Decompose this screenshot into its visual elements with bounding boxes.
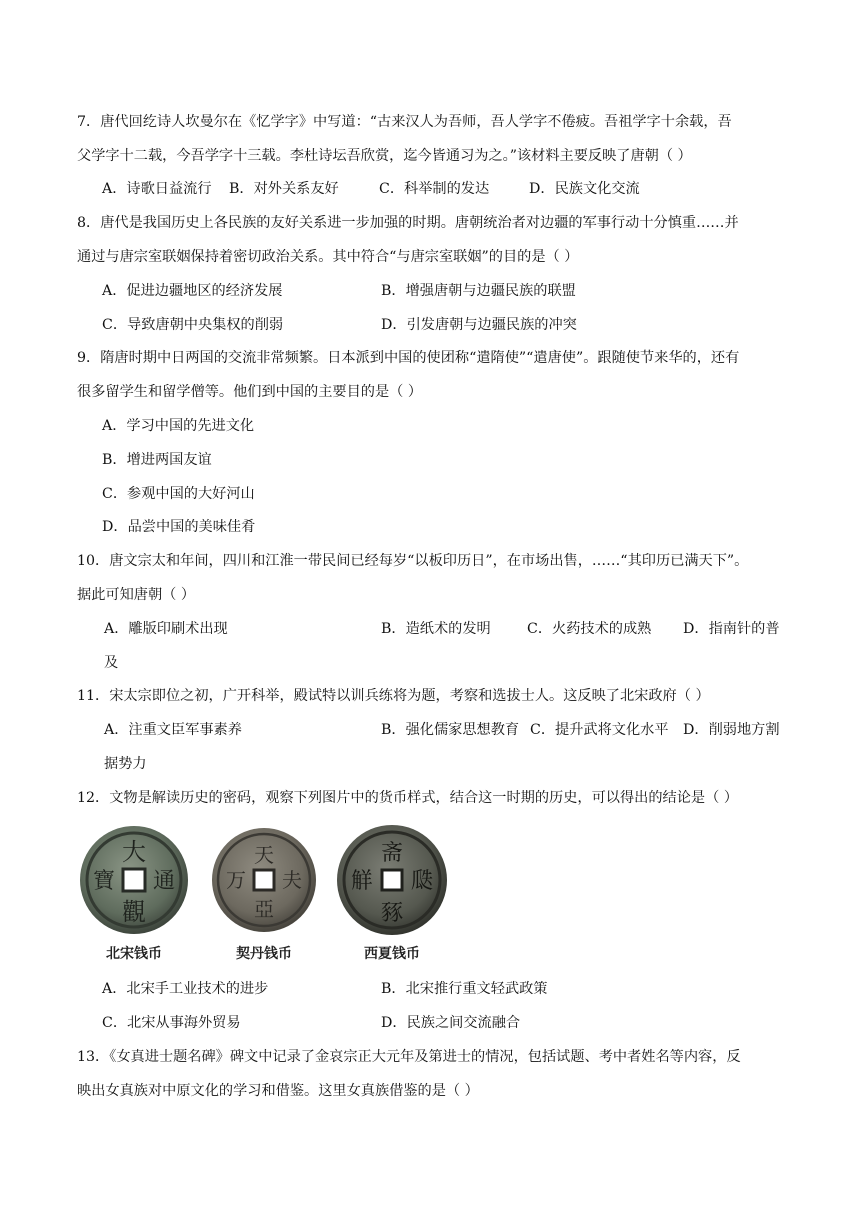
q9-stem-line2: 很多留学生和留学僧等。他们到中国的主要目的是（ ） — [77, 384, 423, 400]
q9-stem-line1: 9．隋唐时期中日两国的交流非常频繁。日本派到中国的使团称“遣隋使”“遣唐使”。跟随使节来华的，还有 — [77, 350, 740, 366]
coin2-char-left: 万 — [226, 868, 246, 892]
coin2-char-bottom: 亞 — [254, 897, 274, 921]
coin2-char-top: 天 — [254, 843, 274, 867]
coin3-char-bottom: 豩 — [380, 901, 404, 926]
q8-option-c[interactable]: C．导致唐朝中央集权的削弱 — [102, 317, 284, 333]
q12-option-a[interactable]: A．北宋手工业技术的进步 — [102, 981, 269, 997]
q8-option-a[interactable]: A．促进边疆地区的经济发展 — [102, 283, 283, 299]
q12-option-c[interactable]: C．北宋从事海外贸易 — [102, 1015, 241, 1031]
q11-option-a[interactable]: A．注重文臣军事素养 — [104, 722, 242, 738]
q11-option-d-wrap: 据势力 — [104, 756, 147, 772]
coin3-char-top: 斋 — [380, 841, 404, 866]
q7-option-c[interactable]: C．科举制的发达 — [379, 181, 490, 197]
q10-option-d-wrap: 及 — [104, 655, 119, 671]
coin1-char-bottom: 觀 — [122, 898, 146, 926]
q8-stem-line1: 8．唐代是我国历史上各民族的友好关系进一步加强的时期。唐朝统治者对边疆的军事行动十分慎重……并 — [77, 215, 739, 231]
coin3-char-left: 觧 — [350, 869, 374, 894]
q11-option-b[interactable]: B．强化儒家思想教育 — [381, 722, 520, 738]
q11-option-d[interactable]: D．削弱地方割 — [683, 722, 780, 738]
q12-stem-line1: 12．文物是解读历史的密码，观察下列图片中的货币样式，结合这一时期的历史，可以得出的结论是（ ） — [77, 790, 739, 806]
q8-stem-line2: 通过与唐宗室联姻保持着密切政治关系。其中符合“与唐宗室联姻”的目的是（ ） — [77, 249, 579, 265]
q7-option-a[interactable]: A．诗歌日益流行 — [102, 181, 212, 197]
q11-stem-line1: 11．宋太宗即位之初，广开科举，殿试特以训兵练将为题，考察和选拔士人。这反映了北宋政府（ ） — [77, 688, 710, 704]
q10-option-d[interactable]: D．指南针的普 — [683, 621, 780, 637]
coin-northern-song-image — [78, 824, 190, 936]
q10-stem-line1: 10．唐文宗太和年间，四川和江淮一带民间已经每岁“以板印历日”，在市场出售，……“其印历已满天下”。 — [77, 553, 749, 569]
q9-option-d[interactable]: D．品尝中国的美味佳肴 — [102, 519, 256, 535]
coin1-caption: 北宋钱币 — [106, 946, 162, 962]
coin-khitan — [208, 824, 320, 964]
coin-images — [78, 824, 438, 964]
q10-option-b[interactable]: B．造纸术的发明 — [381, 621, 491, 637]
coin-khitan-image — [208, 824, 320, 936]
q8-option-d[interactable]: D．引发唐朝与边疆民族的冲突 — [381, 317, 577, 333]
coin3-caption: 西夏钱币 — [364, 946, 420, 962]
q12-option-b[interactable]: B．北宋推行重文轻武政策 — [381, 981, 548, 997]
coin2-caption: 契丹钱币 — [236, 946, 292, 962]
q12-option-d[interactable]: D．民族之间交流融合 — [381, 1015, 521, 1031]
coin3-char-right: 瓞 — [410, 869, 434, 894]
coin1-char-right: 通 — [152, 869, 176, 894]
q7-stem-line2: 父学字十二载，今吾学字十三载。李杜诗坛吾欣赏，迄今皆通习为之。”该材料主要反映了唐朝（ ） — [77, 148, 692, 164]
coin1-char-left: 寶 — [92, 869, 116, 894]
q10-stem-line2: 据此可知唐朝（ ） — [77, 587, 196, 603]
q10-option-a[interactable]: A．雕版印刷术出现 — [104, 621, 228, 637]
q9-option-c[interactable]: C．参观中国的大好河山 — [102, 486, 255, 502]
q9-option-b[interactable]: B．增进两国友谊 — [102, 452, 212, 468]
coin-northern-song — [78, 824, 190, 964]
q8-option-b[interactable]: B．增强唐朝与边疆民族的联盟 — [381, 283, 576, 299]
q7-option-b[interactable]: B．对外关系友好 — [229, 181, 339, 197]
q10-option-c[interactable]: C．火药技术的成熟 — [527, 621, 652, 637]
coin-western-xia-image — [336, 824, 448, 936]
q7-option-d[interactable]: D．民族文化交流 — [529, 181, 640, 197]
q9-option-a[interactable]: A．学习中国的先进文化 — [102, 418, 255, 434]
coin1-char-top: 大 — [122, 838, 146, 866]
q11-option-c[interactable]: C．提升武将文化水平 — [530, 722, 669, 738]
q7-stem-line1: 7．唐代回纥诗人坎曼尔在《忆学字》中写道：“古来汉人为吾师，吾人学字不倦疲。吾祖学字十余载，吾 — [77, 114, 732, 130]
coin2-char-right: 夫 — [282, 868, 302, 892]
q13-stem-line1: 13．《女真进士题名碑》碑文中记录了金哀宗正大元年及第进士的情况，包括试题、考中者姓名等内容，反 — [77, 1049, 741, 1065]
coin-western-xia — [336, 824, 448, 964]
q13-stem-line2: 映出女真族对中原文化的学习和借鉴。这里女真族借鉴的是（ ） — [77, 1083, 479, 1099]
